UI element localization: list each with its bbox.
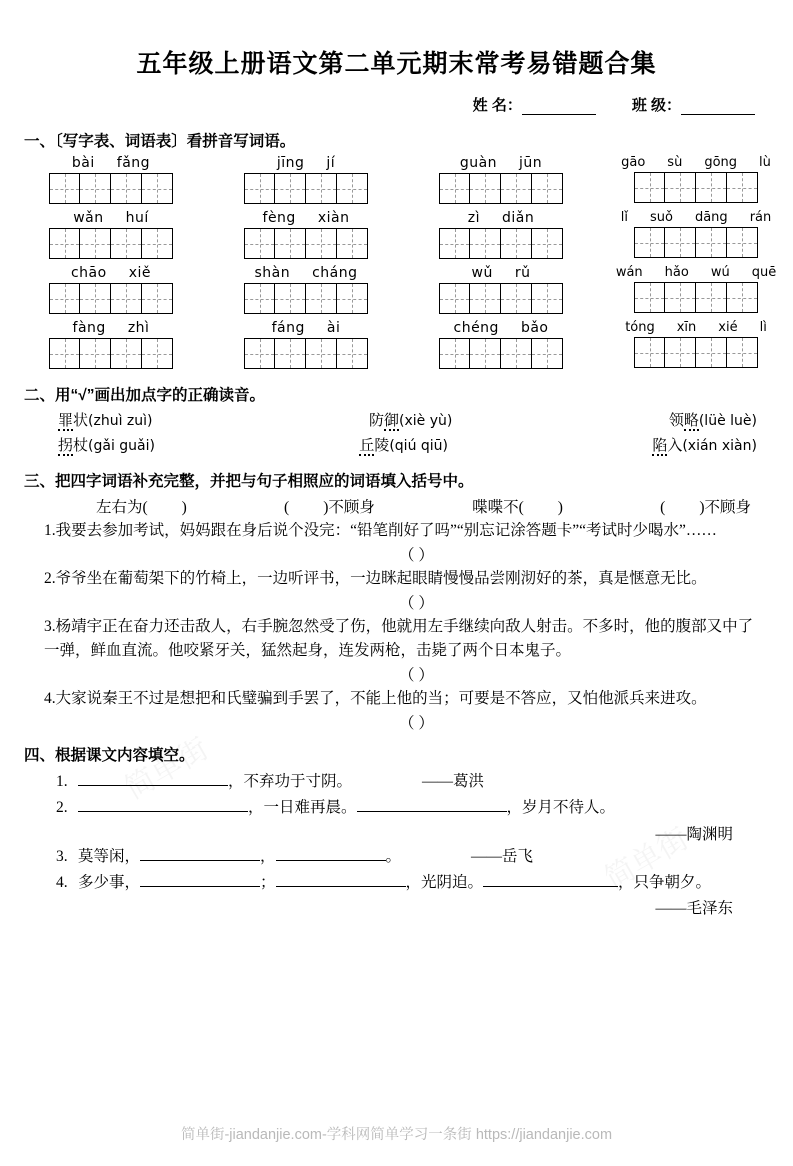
tianzi-box[interactable]: [244, 338, 275, 369]
pronunciation-item[interactable]: 防御(xiè yù): [368, 413, 453, 429]
pronunciation-item[interactable]: 领略(lüè luè): [668, 413, 757, 429]
section-four-heading: 四、根据课文内容填空。: [24, 747, 195, 765]
question-paragraph: [0, 567, 793, 591]
pinyin-text: chāo xiě: [70, 265, 151, 281]
attribution: ——陶渊明: [655, 825, 733, 843]
class-field: 班 级：: [632, 94, 755, 115]
item-text: ；: [260, 874, 276, 892]
answer-parenthesis[interactable]: （ ）: [399, 547, 434, 565]
tianzi-box[interactable]: [439, 173, 470, 204]
pinyin-text: bài fǎng: [71, 155, 151, 171]
pinyin-text: fèng xiàn: [262, 210, 350, 226]
tianzi-box[interactable]: [470, 283, 501, 314]
pinyin-word-cell: [44, 265, 178, 314]
tianzi-box-group[interactable]: [634, 227, 758, 258]
tianzi-box[interactable]: [665, 337, 696, 368]
item-text: 莫等闲，: [78, 847, 141, 865]
tianzi-box[interactable]: [49, 173, 80, 204]
tianzi-box[interactable]: [306, 283, 337, 314]
tianzi-box[interactable]: [275, 338, 306, 369]
item-number: 4.: [56, 874, 68, 892]
tianzi-box-group[interactable]: [439, 173, 563, 204]
four-char-blank-item[interactable]: ( )不顾身: [284, 499, 375, 516]
tianzi-box[interactable]: [111, 173, 142, 204]
tianzi-box-group[interactable]: [439, 283, 563, 314]
tianzi-box[interactable]: [727, 227, 758, 258]
tianzi-box[interactable]: [49, 228, 80, 259]
pinyin-row: [44, 210, 772, 259]
tianzi-box[interactable]: [727, 337, 758, 368]
item-number: 1.: [56, 773, 68, 791]
pinyin-word-cell: [434, 265, 568, 314]
question-text: 爷爷坐在葡萄架下的竹椅上，一边听评书，一边眯起眼睛慢慢品尝刚沏好的茶，真是惬意无比。: [55, 570, 707, 588]
question-text: 杨靖宇正在奋力还击敌人，右手腕忽然受了伤，他就用左手继续向敌人射击。不多时，他的腹部又中了一弹，鲜血直流。他咬紧牙关，猛然起身，连发两枪，击毙了两个日本鬼子。: [44, 618, 754, 660]
tianzi-box-group[interactable]: [244, 173, 368, 204]
tianzi-box[interactable]: [696, 172, 727, 203]
question-paragraph: [0, 615, 793, 663]
tianzi-box[interactable]: [470, 173, 501, 204]
tianzi-box[interactable]: [634, 337, 665, 368]
four-char-blank-item[interactable]: 喋喋不( ): [472, 499, 563, 516]
answer-blank[interactable]: [140, 845, 260, 861]
pinyin-text: lǐ suǒ dāng rán: [620, 210, 772, 225]
pinyin-text: tóng xīn xié lì: [625, 320, 767, 335]
question-number: 1.: [44, 522, 56, 539]
tianzi-box[interactable]: [470, 338, 501, 369]
tianzi-box[interactable]: [80, 228, 111, 259]
tianzi-box[interactable]: [306, 338, 337, 369]
tianzi-box[interactable]: [501, 338, 532, 369]
pinyin-text: wǎn huí: [73, 210, 149, 226]
answer-blank[interactable]: [140, 871, 260, 887]
tianzi-box[interactable]: [532, 338, 563, 369]
item-number: 3.: [56, 847, 68, 865]
item-text: ，光阴迫。: [405, 874, 484, 892]
tianzi-box-group[interactable]: [49, 173, 173, 204]
pinyin-grid-section: [0, 155, 793, 369]
tianzi-box[interactable]: [49, 283, 80, 314]
section-two-heading: 二、用“√”画出加点字的正确读音。: [24, 387, 266, 404]
section-three-heading: 三、把四字词语补充完整，并把与句子相照应的词语填入括号中。: [24, 473, 474, 490]
pinyin-text: wán hǎo wú quē: [615, 265, 777, 280]
answer-blank[interactable]: [78, 770, 228, 786]
answer-blank[interactable]: [483, 871, 618, 887]
pronunciation-item[interactable]: 罪状(zhuì zuì): [58, 413, 153, 429]
answer-parenthesis[interactable]: （ ）: [399, 595, 434, 613]
pinyin-word-cell: [239, 155, 373, 204]
tianzi-box[interactable]: [244, 173, 275, 204]
tianzi-box[interactable]: [244, 283, 275, 314]
pinyin-word-cell: [239, 320, 373, 369]
tianzi-box[interactable]: [142, 228, 173, 259]
answer-blank[interactable]: [357, 796, 507, 812]
tianzi-box[interactable]: [275, 173, 306, 204]
pinyin-word-cell: [434, 320, 568, 369]
question-number: 4.: [44, 690, 56, 708]
tianzi-box-group[interactable]: [49, 228, 173, 259]
tianzi-box[interactable]: [337, 283, 368, 314]
item-text: ，不弃功于寸阴。: [228, 773, 353, 791]
pinyin-word-cell: [625, 320, 767, 369]
pinyin-word-cell: [615, 265, 777, 314]
pinyin-text: chéng bǎo: [453, 320, 549, 336]
item-text: ，只争朝夕。: [618, 874, 712, 892]
attribution: ——葛洪: [422, 773, 485, 791]
tianzi-box[interactable]: [337, 228, 368, 259]
tianzi-box-group[interactable]: [634, 172, 758, 203]
answer-blank[interactable]: [276, 871, 406, 887]
student-info: [0, 94, 755, 115]
tianzi-box[interactable]: [665, 282, 696, 313]
tianzi-box[interactable]: [142, 283, 173, 314]
tianzi-box[interactable]: [634, 282, 665, 313]
name-blank: [522, 100, 596, 115]
question-text: 我要去参加考试，妈妈跟在身后说个没完：“铅笔削好了吗”“别忘记涂答题卡”“考试时少喝水”……: [55, 522, 717, 539]
fill-blank-row: [0, 769, 793, 795]
pinyin-word-cell: [44, 320, 178, 369]
tianzi-box[interactable]: [501, 173, 532, 204]
tianzi-box[interactable]: [275, 228, 306, 259]
pinyin-text: guàn jūn: [459, 155, 543, 171]
question-paragraph: [0, 519, 793, 543]
tianzi-box[interactable]: [80, 283, 111, 314]
tianzi-box[interactable]: [727, 172, 758, 203]
pronunciation-item[interactable]: 陷入(xián xiàn): [652, 438, 757, 454]
item-text: 多少事，: [78, 874, 141, 892]
tianzi-box[interactable]: [634, 227, 665, 258]
tianzi-box[interactable]: [532, 228, 563, 259]
tianzi-box-group[interactable]: [634, 282, 758, 313]
tianzi-box[interactable]: [696, 282, 727, 313]
tianzi-box[interactable]: [275, 283, 306, 314]
pinyin-word-cell: [44, 210, 178, 259]
page-title: 五年级上册语文第二单元期末常考易错题合集: [136, 50, 657, 78]
tianzi-box[interactable]: [532, 283, 563, 314]
tianzi-box[interactable]: [111, 228, 142, 259]
pinyin-text: fáng ài: [271, 320, 341, 336]
pronunciation-item[interactable]: 拐杖(gǎi guǎi): [58, 438, 155, 454]
tianzi-box-group[interactable]: [439, 338, 563, 369]
tianzi-box[interactable]: [142, 338, 173, 369]
pronunciation-section: [0, 409, 793, 455]
tianzi-box-group[interactable]: [49, 283, 173, 314]
pinyin-text: gāo sù gōng lù: [621, 155, 771, 170]
tianzi-box[interactable]: [665, 172, 696, 203]
tianzi-box-group[interactable]: [49, 338, 173, 369]
pinyin-word-cell: [434, 210, 568, 259]
question-number: 3.: [44, 618, 56, 636]
tianzi-box[interactable]: [111, 283, 142, 314]
answer-parenthesis[interactable]: （ ）: [399, 667, 434, 685]
tianzi-box[interactable]: [49, 338, 80, 369]
tianzi-box[interactable]: [501, 283, 532, 314]
answer-blank[interactable]: [78, 796, 248, 812]
pinyin-text: wǔ rǔ: [471, 265, 531, 281]
tianzi-box[interactable]: [634, 172, 665, 203]
class-blank: [681, 100, 755, 115]
answer-blank[interactable]: [276, 845, 386, 861]
question-text: 大家说秦王不过是想把和氏璧骗到手罢了，不能上他的当；可要是不答应，又怕他派兵来进攻。: [55, 690, 707, 708]
question-number: 2.: [44, 570, 56, 588]
pinyin-word-cell: [434, 155, 568, 204]
fill-blank-row: [0, 844, 793, 870]
pinyin-word-cell: [621, 155, 771, 204]
tianzi-box[interactable]: [80, 338, 111, 369]
item-text: ，一日难再晨。: [248, 799, 357, 817]
pinyin-row: [44, 320, 767, 369]
pinyin-word-cell: [620, 210, 772, 259]
pronunciation-row: [58, 434, 757, 455]
pinyin-word-cell: [239, 210, 373, 259]
name-field: 姓 名：: [473, 94, 596, 115]
four-char-row: [0, 495, 793, 517]
tianzi-box[interactable]: [665, 227, 696, 258]
pinyin-word-cell: [44, 155, 178, 204]
pinyin-text: jīng jí: [276, 155, 336, 171]
pinyin-text: zì diǎn: [467, 210, 535, 226]
pinyin-word-cell: [239, 265, 373, 314]
tianzi-box[interactable]: [337, 173, 368, 204]
tianzi-box[interactable]: [306, 173, 337, 204]
section-three-questions: [0, 519, 793, 733]
pinyin-text: fàng zhì: [72, 320, 150, 336]
tianzi-box[interactable]: [439, 338, 470, 369]
tianzi-box[interactable]: [501, 228, 532, 259]
tianzi-box[interactable]: [470, 228, 501, 259]
tianzi-box[interactable]: [306, 228, 337, 259]
tianzi-box-group[interactable]: [244, 338, 368, 369]
tianzi-box[interactable]: [142, 173, 173, 204]
answer-parenthesis[interactable]: （ ）: [399, 715, 434, 733]
attribution: ——毛泽东: [655, 900, 733, 918]
item-text: 。: [385, 847, 402, 865]
tianzi-box[interactable]: [696, 227, 727, 258]
fill-blank-row: [0, 870, 793, 896]
tianzi-box[interactable]: [111, 338, 142, 369]
item-text: ，: [260, 847, 276, 865]
pronunciation-item[interactable]: 丘陵(qiú qiū): [359, 438, 449, 454]
pinyin-text: shàn cháng: [254, 265, 358, 281]
tianzi-box[interactable]: [337, 338, 368, 369]
pronunciation-row: [58, 409, 757, 430]
item-number: 2.: [56, 799, 68, 817]
tianzi-box[interactable]: [696, 337, 727, 368]
section-four-items: [0, 769, 793, 918]
tianzi-box[interactable]: [439, 283, 470, 314]
fill-blank-row: [0, 795, 793, 821]
pinyin-row: [44, 155, 771, 204]
tianzi-box-group[interactable]: [244, 283, 368, 314]
footer-watermark: 简单街-jiandanjie.com-学科网简单学习一条街 https://jiandanjie.com: [180, 1127, 613, 1143]
four-char-blank-item[interactable]: ( )不顾身: [660, 499, 751, 516]
pinyin-row: [44, 265, 777, 314]
tianzi-box-group[interactable]: [439, 228, 563, 259]
section-one-heading: 一、〔写字表、词语表〕看拼音写词语。: [24, 133, 296, 150]
tianzi-box-group[interactable]: [634, 337, 758, 368]
question-paragraph: [0, 687, 793, 711]
tianzi-box[interactable]: [727, 282, 758, 313]
tianzi-box[interactable]: [439, 228, 470, 259]
tianzi-box[interactable]: [80, 173, 111, 204]
attribution: ——岳飞: [471, 847, 534, 865]
worksheet-page: [0, 44, 793, 1166]
tianzi-box[interactable]: [244, 228, 275, 259]
item-text: ，岁月不待人。: [506, 799, 616, 817]
four-char-blank-item[interactable]: 左右为( ): [96, 499, 187, 516]
tianzi-box[interactable]: [532, 173, 563, 204]
tianzi-box-group[interactable]: [244, 228, 368, 259]
